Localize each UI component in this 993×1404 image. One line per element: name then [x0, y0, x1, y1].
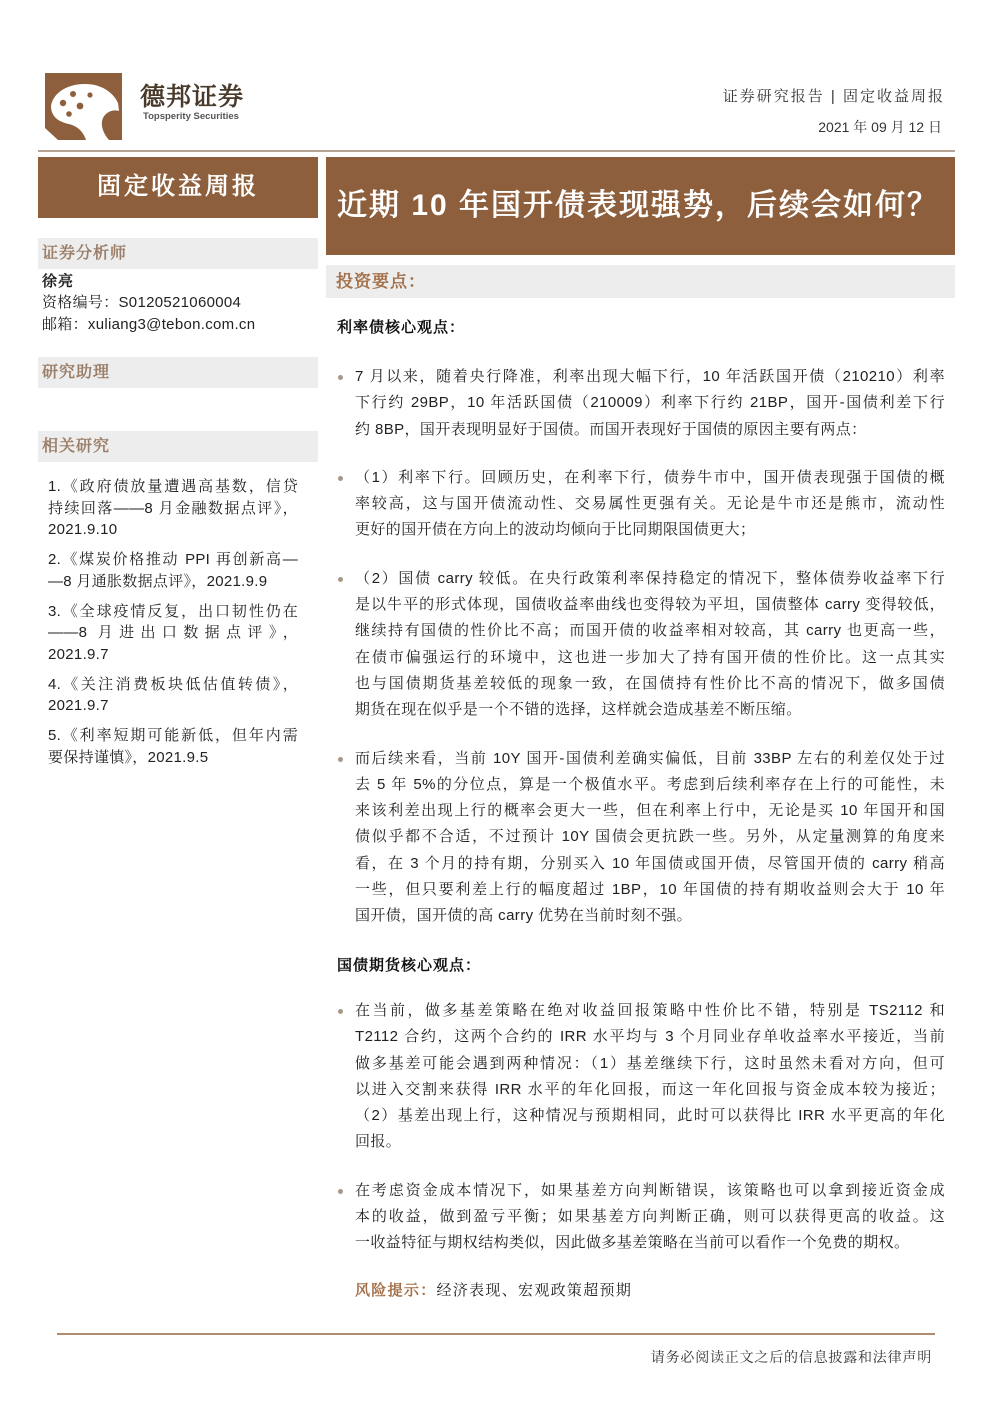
section-paragraphs [337, 998, 945, 1257]
bullet-dot-icon [338, 577, 343, 582]
risk-warning-text: 经济表现、宏观政策超预期 [436, 1282, 633, 1299]
paragraph-line: T2112 合约，这两个合约的 IRR 水平均与 3 个月同业存单收益率水平接近，当前 [355, 1028, 945, 1046]
paragraph-line: 回报。 [355, 1133, 402, 1151]
analyst-email: 邮箱：xuliang3@tebon.com.cn [42, 316, 256, 333]
related-report-line: —8 月通胀数据点评》，2021.9.9 [48, 572, 268, 590]
paragraph-line: （2）基差出现上行，这种情况与预期相同，此时可以获得比 IRR 水平更高的年化 [355, 1107, 945, 1125]
bullet-dot-icon [338, 1009, 343, 1014]
related-report-item [48, 549, 298, 592]
paragraph-line: 约 8BP，国开表现明显好于国债。而国开表现好于国债的原因主要有两点： [355, 420, 867, 438]
paragraph-line: 以进入交割来获得 IRR 水平的年化回报，而这一年化回报与资金成本较为接近； [355, 1080, 945, 1098]
related-report-line: 3.《全球疫情反复，出口韧性仍在 [48, 602, 298, 620]
paragraph-line: 国开债，国开债的高 carry 优势在当前时刻不强。 [355, 907, 693, 925]
paragraph-line: 在当前，做多基差策略在绝对收益回报策略中性价比不错，特别是 TS2112 和 [355, 1002, 945, 1019]
related-report-item [48, 476, 298, 541]
bullet-dot-icon [338, 375, 343, 380]
report-title: 近期 10 年国开债表现强势，后续会如何？ [326, 157, 955, 255]
paragraph-line: 而后续来看，当前 10Y 国开-国债利差确实偏低，目前 33BP 左右的利差仅处于过 [355, 749, 945, 767]
bullet-paragraph [355, 364, 945, 443]
paragraph-line: 债似乎都不合适，不过预计 10Y 国债会更抗跌一些。另外，从定量测算的角度来 [355, 828, 945, 846]
paragraph-line: 在债市偏强运行的环境中，这也进一步加大了持有国开债的性价比。这一点其实 [355, 648, 945, 666]
related-report-line: 要保持谨慎》，2021.9.5 [48, 748, 209, 766]
paragraph-line: 期货在现在似乎是一个不错的选择，这样就会造成基差不断压缩。 [355, 701, 802, 719]
bullet-paragraph [355, 1178, 945, 1257]
paragraph-line: 也与国债期货基差较低的现象一致，在国债持有性价比不高的情况下，做多国债 [355, 674, 945, 692]
paragraph-line: （2）国债 carry 较低。在央行政策利率保持稳定的情况下，整体债券收益率下行 [355, 569, 945, 587]
related-report-item [48, 674, 298, 717]
bullet-dot-icon [338, 476, 343, 481]
section-heading: 国债期货核心观点： [337, 957, 482, 974]
footer-divider [57, 1333, 935, 1335]
section-heading: 利率债核心观点： [337, 319, 466, 336]
related-research-heading: 相关研究 [38, 431, 318, 462]
footer-disclaimer: 请务必阅读正文之后的信息披露和法律声明 [650, 1349, 932, 1365]
brand-name: 德邦证券 [140, 83, 245, 111]
paragraph-line: 来该利差出现上行的概率会更大一些，但在利率上行中，无论是买 10 年国开和国 [355, 802, 945, 820]
paragraph-line: 本的收益，做到盈亏平衡；如果基差方向判断正确，则可以获得更高的收益。这 [355, 1208, 945, 1226]
related-report-line: 4.《关注消费板块低估值转债》， [48, 675, 298, 693]
paragraph-line: 是以牛平的形式体现，国债收益率曲线也变得较为平坦，国债整体 carry 变得较低， [355, 596, 945, 614]
report-category-band: 固定收益周报 [38, 157, 318, 218]
related-report-line: 2021.9.7 [48, 645, 109, 663]
paragraph-line: 继续持有国债的性价比不高；而国开债的收益率相对较高，其 carry 也更高一些， [355, 622, 945, 640]
treasury-futures-section [337, 956, 945, 1279]
logo-graphic [45, 73, 122, 140]
report-type: 证券研究报告 | 固定收益周报 [722, 88, 945, 105]
bullet-paragraph [355, 465, 945, 544]
related-research-list [48, 476, 298, 777]
paragraph-line: 下行约 29BP，10 年活跃国债（210009）利率下行约 21BP，国开-国债利差下行 [355, 394, 945, 412]
report-date: 2021 年 09 月 12 日 [818, 119, 942, 135]
analyst-name: 徐亮 [42, 273, 75, 290]
bullet-paragraph [355, 998, 945, 1156]
related-report-line: 5.《利率短期可能新低，但年内需 [48, 727, 298, 744]
bullet-dot-icon [338, 1189, 343, 1194]
section-paragraphs [337, 364, 945, 930]
paragraph-line: 做多基差可能会遇到两种情况：（1）基差继续下行，这时虽然未看对方向，但可 [355, 1054, 945, 1072]
paragraph-line: 去 5 年 5%的分位点，算是一个极值水平。考虑到后续利率存在上行的可能性，未 [355, 775, 945, 793]
paragraph-line: 在考虑资金成本情况下，如果基差方向判断错误，该策略也可以拿到接近资金成 [355, 1181, 945, 1199]
header-divider [38, 150, 955, 152]
bullet-dot-icon [338, 757, 343, 762]
related-report-item [48, 601, 298, 666]
risk-warning [355, 1278, 632, 1304]
related-report-line: 1.《政府债放量遭遇高基数，信贷 [48, 478, 298, 495]
brand-name-english: Topsperity Securities [143, 111, 239, 122]
related-report-line: 持续回落——8 月金融数据点评》， [48, 499, 298, 517]
paragraph-line: 更好的国开债在方向上的波动均倾向于比同期限国债更大； [355, 521, 756, 539]
paragraph-line: （1）利率下行。回顾历史，在利率下行，债券牛市中，国开债表现强于国债的概 [355, 468, 945, 486]
related-report-line: 2021.9.10 [48, 521, 118, 538]
analyst-qualification: 资格编号：S0120521060004 [42, 294, 242, 311]
related-report-item [48, 725, 298, 768]
key-points-heading: 投资要点： [326, 265, 955, 298]
bullet-paragraph [355, 566, 945, 724]
paragraph-line: 一些，但只要利差上行的幅度超过 1BP，10 年国债的持有期收益则会大于 10 年 [355, 881, 945, 899]
rates-bond-section [337, 318, 945, 952]
paragraph-line: 看，在 3 个月的持有期，分别买入 10 年国债或国开债，尽管国开债的 carry 稍高 [355, 854, 945, 872]
related-report-line: ——8 月进出口数据点评》， [48, 624, 298, 641]
related-report-line: 2021.9.7 [48, 697, 109, 714]
risk-warning-label: 风险提示： [355, 1282, 437, 1299]
paragraph-line: 一收益特征与期权结构类似，因此做多基差策略在当前可以看作一个免费的期权。 [355, 1234, 910, 1252]
related-report-line: 2.《煤炭价格推动 PPI 再创新高— [48, 551, 298, 568]
analyst-heading: 证券分析师 [38, 238, 318, 269]
paragraph-line: 率较高，这与国开债流动性、交易属性更强有关。无论是牛市还是熊市，流动性 [355, 495, 945, 513]
bullet-paragraph [355, 746, 945, 930]
paragraph-line: 7 月以来，随着央行降准，利率出现大幅下行，10 年活跃国开债（210210）利率 [355, 368, 945, 385]
leopard-logo-icon [45, 73, 122, 140]
assistant-heading: 研究助理 [38, 357, 318, 388]
